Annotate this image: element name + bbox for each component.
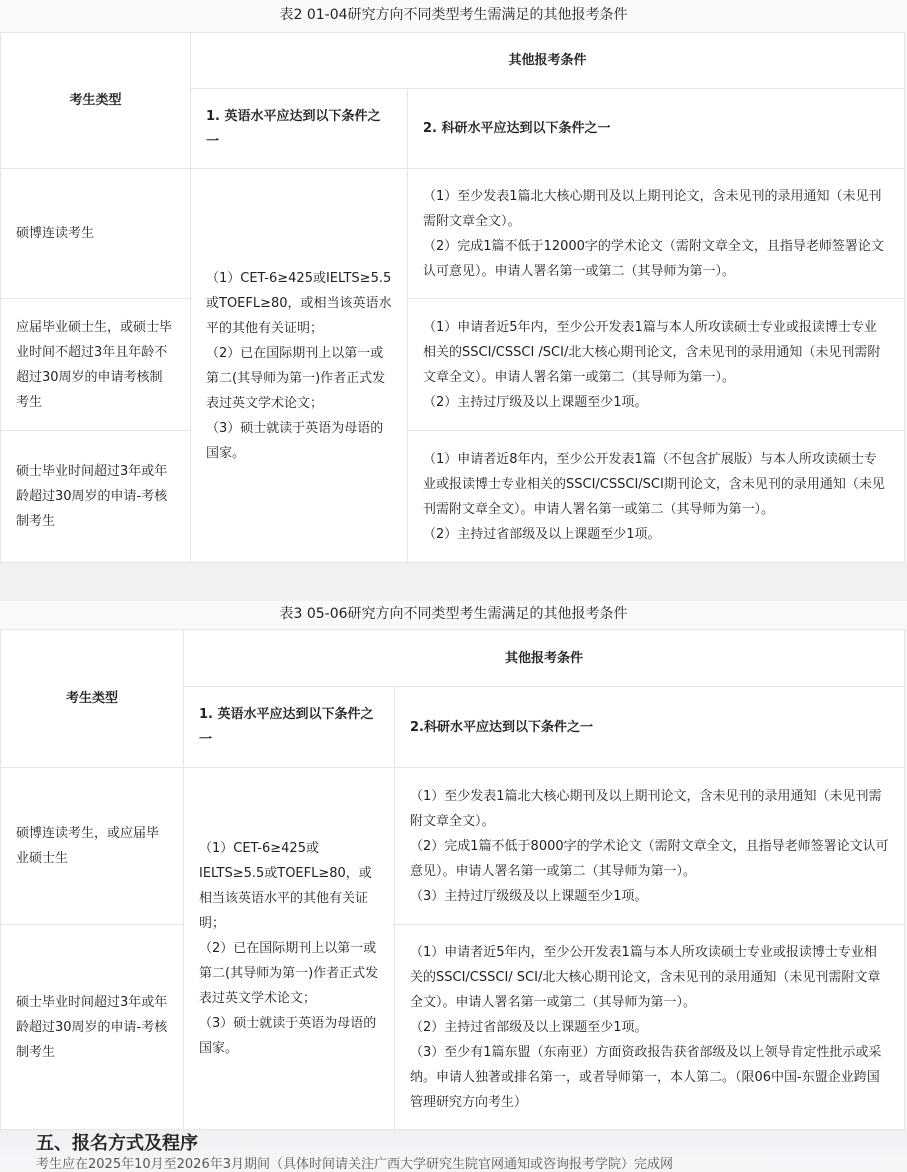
section-registration [0, 1130, 907, 1172]
spacer [0, 563, 907, 601]
student-type: 硕博连读考生，或应届毕业硕士生 [1, 768, 184, 925]
header-other-conditions: 其他报考条件 [191, 33, 905, 89]
table-row [1, 299, 905, 431]
table2-caption: 表2 01-04研究方向不同类型考生需满足的其他报考条件 [0, 0, 907, 32]
table-row [1, 925, 905, 1130]
table-row [1, 431, 905, 563]
header-research: 2. 科研水平应达到以下条件之一 [408, 89, 905, 169]
english-requirements: （1）CET-6≥425或IELTS≥5.5或TOEFL≥80，或相当该英语水平的其他有关证明； （2）已在国际期刊上以第一或第二(其导师为第一)作者正式发表过英文学术论文； （3）硕士就读于英语为母语的国家。 [184, 768, 395, 1130]
research-requirements: （1）申请者近8年内，至少公开发表1篇（不包含扩展版）与本人所攻读硕士专业或报读博士专业相关的SSCI/CSSCI/SCI期刊论文，含未见刊的录用通知（未见刊需附文章全文）。申请人署名第一或第二（其导师为第一）。 （2）主持过省部级及以上课题至少1项。 [408, 431, 905, 563]
english-requirements: （1）CET-6≥425或IELTS≥5.5或TOEFL≥80，或相当该英语水平的其他有关证明； （2）已在国际期刊上以第一或第二(其导师为第一)作者正式发表过英文学术论文； （3）硕士就读于英语为母语的国家。 [191, 169, 408, 563]
student-type: 硕士毕业时间超过3年或年龄超过30周岁的申请-考核制考生 [1, 925, 184, 1130]
student-type: 硕士毕业时间超过3年或年龄超过30周岁的申请-考核制考生 [1, 431, 191, 563]
table-row [1, 768, 905, 925]
research-requirements: （1）至少发表1篇北大核心期刊及以上期刊论文，含未见刊的录用通知（未见刊需附文章全文）。 （2）完成1篇不低于12000字的学术论文（需附文章全文，且指导老师签署论文认可意见）。申请人署名第一或第二（其导师为第一）。 [408, 169, 905, 299]
research-requirements: （1）申请者近5年内，至少公开发表1篇与本人所攻读硕士专业或报读博士专业相关的SSCI/CSSCI/ SCI/北大核心期刊论文，含未见刊的录用通知（未见刊需附文章全文）。申请人署名第一或第二（其导师为第一）。 （2）主持过省部级及以上课题至少1项。 （3）至少有1篇东盟（东南亚）方面资政报告获省部级及以上领导肯定性批示或采纳。申请人独著或排名第一，或者导师第一，本人第二。（限06中国-东盟企业跨国管理研究方向考生） [395, 925, 905, 1130]
section-heading: 五、报名方式及程序 [36, 1133, 198, 1154]
header-student-type: 考生类型 [1, 630, 184, 768]
header-other-conditions: 其他报考条件 [184, 630, 905, 687]
header-english: 1. 英语水平应达到以下条件之一 [191, 89, 408, 169]
section-partial-text: 考生应在2025年10月至2026年3月期间（具体时间请关注广西大学研究生院官网通知或咨询报考学院）完成网 [36, 1157, 673, 1172]
student-type: 应届毕业硕士生，或硕士毕业时间不超过3年且年龄不超过30周岁的申请考核制考生 [1, 299, 191, 431]
student-type: 硕博连读考生 [1, 169, 191, 299]
table2 [0, 32, 905, 563]
table-row [1, 169, 905, 299]
table3 [0, 629, 905, 1130]
research-requirements: （1）申请者近5年内，至少公开发表1篇与本人所攻读硕士专业或报读博士专业相关的SSCI/CSSCI /SCI/北大核心期刊论文，含未见刊的录用通知（未见刊需附文章全文）。申请人署名第一或第二（其导师为第一）。 （2）主持过厅级及以上课题至少1项。 [408, 299, 905, 431]
table3-caption: 表3 05-06研究方向不同类型考生需满足的其他报考条件 [0, 601, 907, 629]
research-requirements: （1）至少发表1篇北大核心期刊及以上期刊论文，含未见刊的录用通知（未见刊需附文章全文）。 （2）完成1篇不低于8000字的学术论文（需附文章全文，且指导老师签署论文认可意见）。申请人署名第一或第二（其导师为第一）。 （3）主持过厅级级及以上课题至少1项。 [395, 768, 905, 925]
header-student-type: 考生类型 [1, 33, 191, 169]
header-research: 2.科研水平应达到以下条件之一 [395, 687, 905, 768]
header-english: 1. 英语水平应达到以下条件之一 [184, 687, 395, 768]
